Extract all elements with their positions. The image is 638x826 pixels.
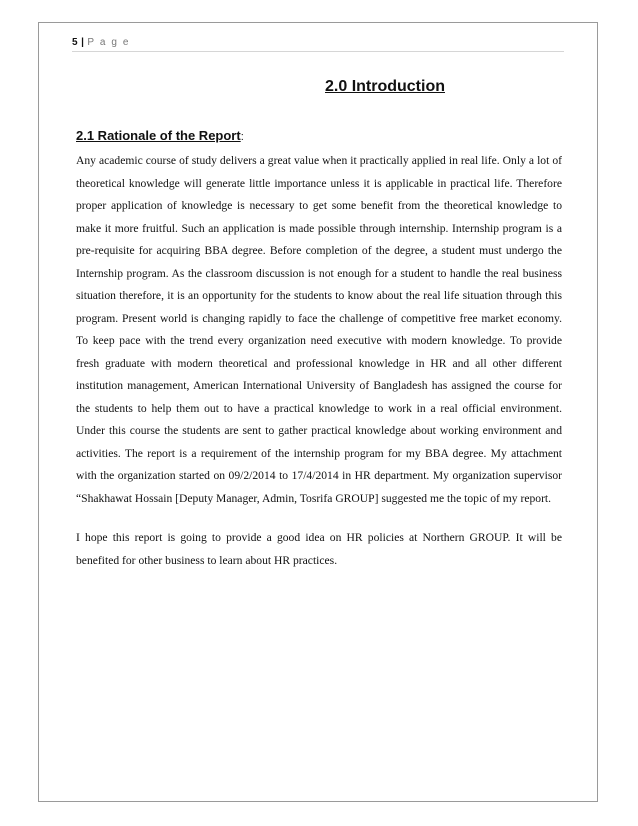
- page-word: P a g e: [87, 37, 131, 48]
- page-header: [72, 37, 130, 48]
- header-separator: |: [81, 37, 85, 48]
- header-rule: [72, 51, 564, 52]
- subsection-title-colon: :: [240, 131, 244, 143]
- subsection-title-text: 2.1 Rationale of the Report: [76, 128, 241, 143]
- page-number: 5: [72, 37, 79, 48]
- paragraph-conclusion: I hope this report is going to provide a good idea on HR policies at Northern GROUP. It will be benefited for other business to learn about HR practices.: [76, 531, 562, 567]
- section-title: 2.0 Introduction: [325, 78, 445, 95]
- subsection-title: [76, 128, 244, 143]
- paragraph-rationale: Any academic course of study delivers a great value when it practically applied in real life. Only a lot of theoretical knowledge will generate little importance unless it is applicable in practical life. Therefore proper application of knowledge is necessary to get some benefit from the theoretical knowledge to make it more fruitful. Such an application is made possible through internship. Internship program is a pre-requisite for acquiring BBA degree. Before completion of the degree, a student must undergo the Internship program. As the classroom discussion is not enough for a student to handle the real business situation therefore, it is an opportunity for the students to know about the real life situation through this program. Present world is changing rapidly to face the challenge of competitive free market economy. To keep pace with the trend every organization need executive with modern knowledge. To provide fresh graduate with modern theoretical and professional knowledge in HR and all other different institution management, American International University of Bangladesh has assigned the course for the students to help them out to have a practical knowledge to work in a real official environment. Under this course the students are sent to gather practical knowledge about working environment and activities. The report is a requirement of the internship program for my BBA degree. My attachment with the organization started on 09/2/2014 to 17/4/2014 in HR department. My organization supervisor “Shakhawat Hossain [Deputy Manager, Admin, Tosrifa GROUP] suggested me the topic of my report.: [76, 154, 562, 505]
